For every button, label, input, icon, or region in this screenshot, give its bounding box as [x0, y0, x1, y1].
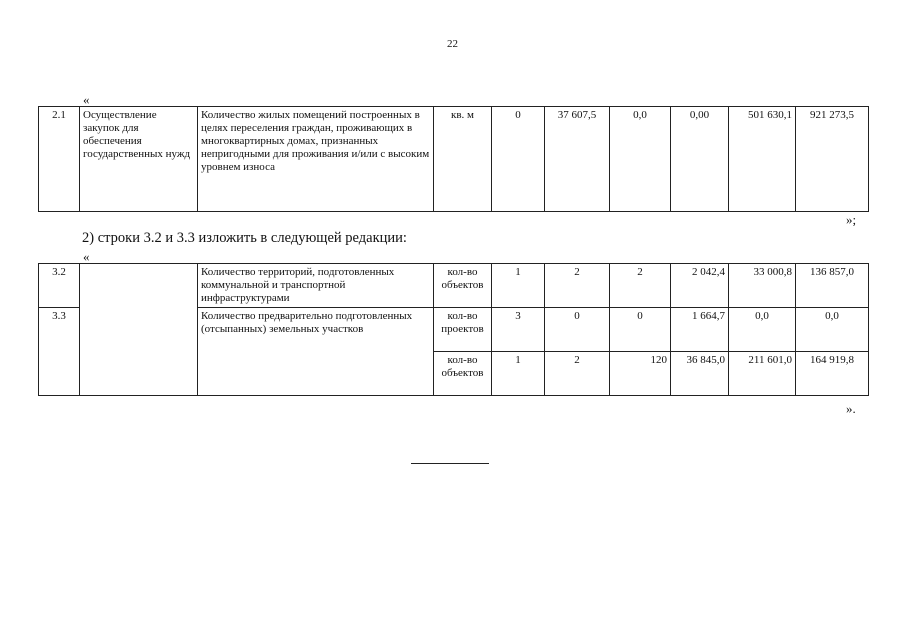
page-number: 22 [447, 38, 458, 50]
row-name: Осуществление закупок для обеспечения государственных нужд [80, 107, 198, 212]
row-unit: кол-во проектов [434, 308, 492, 352]
row-value-2: 0 [545, 308, 610, 352]
row-value-2: 37 607,5 [545, 107, 610, 212]
row-indicator: Количество жилых помещений построенных в целях переселения граждан, проживающих в многоквартирных домах, признанных непригодными для проживания и/или с высоким уровнем износа [198, 107, 434, 212]
row-value-1: 3 [492, 308, 545, 352]
row-value-6: 164 919,8 [796, 352, 869, 396]
row-value-5: 33 000,8 [729, 264, 796, 308]
open-quote-2: « [83, 249, 90, 264]
row-value-5: 501 630,1 [729, 107, 796, 212]
close-quote-2: ». [846, 401, 856, 416]
row-indicator: Количество предварительно подготовленных (отсыпанных) земельных участков [198, 308, 434, 396]
row-value-1: 0 [492, 107, 545, 212]
row-indicator: Количество территорий, подготовленных коммунальной и транспортной инфраструктурами [198, 264, 434, 308]
row-value-3: 120 [610, 352, 671, 396]
merged-name-cell [80, 264, 198, 396]
row-number: 3.3 [39, 308, 80, 396]
end-rule [411, 463, 489, 464]
table-row-2-1 [38, 106, 869, 212]
row-value-1: 1 [492, 264, 545, 308]
row-value-4: 0,00 [671, 107, 729, 212]
row-value-4: 36 845,0 [671, 352, 729, 396]
row-value-4: 2 042,4 [671, 264, 729, 308]
row-value-3: 2 [610, 264, 671, 308]
open-quote-1: « [83, 92, 90, 107]
row-unit: кол-во объектов [434, 264, 492, 308]
row-number: 2.1 [39, 107, 80, 212]
row-number: 3.2 [39, 264, 80, 308]
row-value-4: 1 664,7 [671, 308, 729, 352]
row-value-3: 0 [610, 308, 671, 352]
table-row [39, 264, 869, 308]
close-quote-1: »; [846, 212, 857, 227]
table-row [39, 107, 869, 212]
row-unit: кв. м [434, 107, 492, 212]
row-value-2: 2 [545, 352, 610, 396]
row-value-5: 0,0 [729, 308, 796, 352]
row-value-2: 2 [545, 264, 610, 308]
row-value-1: 1 [492, 352, 545, 396]
table-rows-3-2-3-3 [38, 263, 869, 396]
row-value-6: 0,0 [796, 308, 869, 352]
row-value-5: 211 601,0 [729, 352, 796, 396]
row-value-3: 0,0 [610, 107, 671, 212]
row-unit: кол-во объектов [434, 352, 492, 396]
amendment-heading: 2) строки 3.2 и 3.3 изложить в следующей редакции: [82, 230, 407, 246]
row-value-6: 136 857,0 [796, 264, 869, 308]
row-value-6: 921 273,5 [796, 107, 869, 212]
